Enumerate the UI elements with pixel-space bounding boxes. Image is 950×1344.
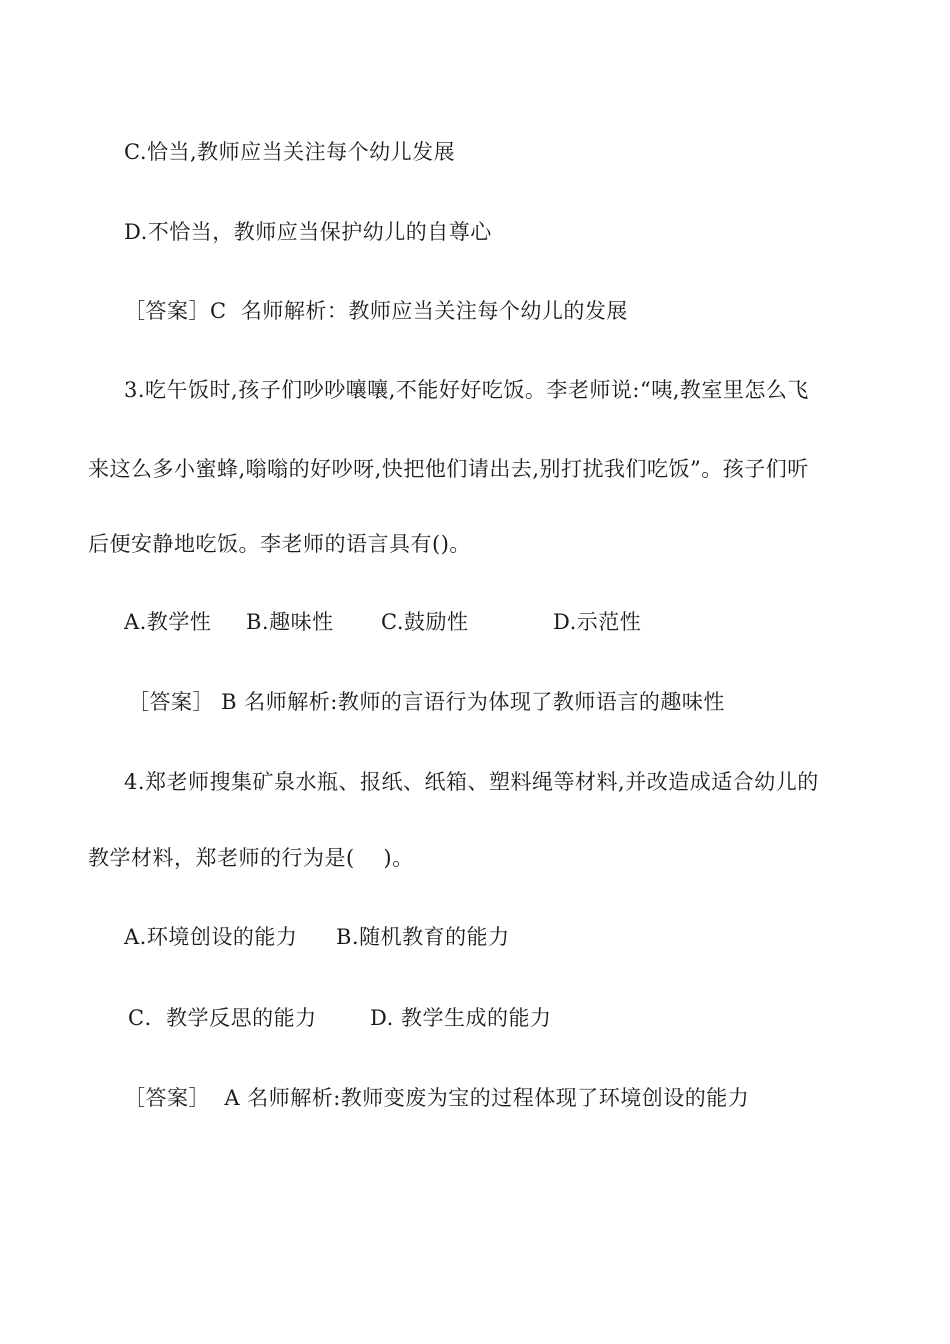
q2-option-c: C.恰当,教师应当关注每个幼儿发展 <box>124 140 456 164</box>
q3-stem-line-3: 后便安静地吃饭。李老师的语言具有()。 <box>88 532 471 556</box>
q4-answer: ［答案］ A 名师解析:教师变废为宝的过程体现了环境创设的能力 <box>124 1086 750 1110</box>
q3-option-c: C.鼓励性 <box>381 610 469 634</box>
q2-option-d: D.不恰当，教师应当保护幼儿的自尊心 <box>124 220 492 244</box>
q4-stem-line-1: 4.郑老师搜集矿泉水瓶、报纸、纸箱、塑料绳等材料,并改造成适合幼儿的 <box>124 770 819 794</box>
q2-answer: ［答案］C 名师解析：教师应当关注每个幼儿的发展 <box>124 299 628 323</box>
q3-option-d: D.示范性 <box>553 610 642 634</box>
q4-option-b: B.随机教育的能力 <box>336 925 510 949</box>
q3-option-b: B.趣味性 <box>246 610 334 634</box>
q3-answer: ［答案］ B 名师解析:教师的言语行为体现了教师语言的趣味性 <box>128 690 725 714</box>
q3-stem-line-1: 3.吃午饭时,孩子们吵吵嚷嚷,不能好好吃饭。李老师说:“咦,教室里怎么飞 <box>124 378 809 402</box>
q3-stem-line-2: 来这么多小蜜蜂,嗡嗡的好吵呀,快把他们请出去,别打扰我们吃饭”。孩子们听 <box>88 457 809 481</box>
q4-option-d: D. 教学生成的能力 <box>370 1006 552 1030</box>
q4-option-c: C．教学反思的能力 <box>128 1006 317 1030</box>
q4-option-a: A.环境创设的能力 <box>124 925 298 949</box>
q4-stem-line-2: 教学材料，郑老师的行为是( )。 <box>88 846 414 870</box>
q3-option-a: A.教学性 <box>124 610 212 634</box>
